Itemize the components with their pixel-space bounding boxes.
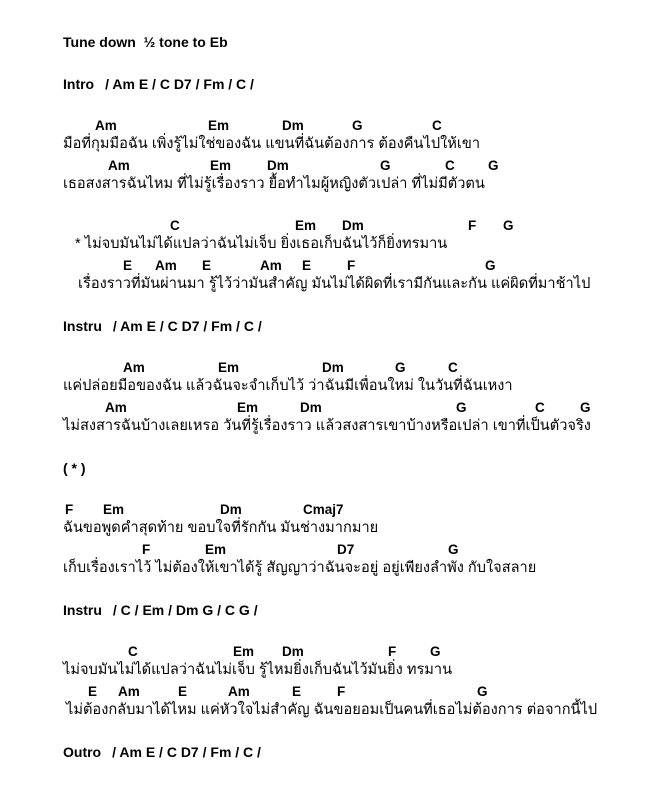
chord: G (430, 644, 441, 659)
chord-line (0, 643, 670, 661)
chord: E (123, 258, 133, 273)
chord: Em (210, 158, 232, 173)
lyric-line: ไม่ต้องกลับมาได้ไหม แค่หัวใจไม่สำคัญ ฉันขอยอมเป็นคนที่เธอไม่ต้องการ ต่อจากนี้ไป (66, 702, 598, 718)
chord: C (445, 158, 455, 173)
chord: C (128, 644, 138, 659)
lyric-line: ไม่สงสารฉันบ้างเลยเหรอ วันที่รู้เรื่องราว แล้วสงสารเขาบ้างหรือเปล่า เขาที่เป็นตัวจริง (63, 418, 591, 434)
song-sections (0, 75, 670, 761)
lyric-line: ไม่จบมันไม่ได้แปลว่าฉันไม่เจ็บ รู้ไหมยิ่งเก็บฉันไว้มันยิ่ง ทรมาน (63, 662, 453, 678)
chord: Em (103, 502, 125, 517)
chord: F (142, 542, 151, 557)
chord-lyric-pair (0, 683, 670, 719)
chord: Em (205, 542, 227, 557)
chord: G (503, 218, 514, 233)
chord: Dm (267, 158, 289, 173)
chord: C (448, 360, 458, 375)
chord: G (477, 684, 488, 699)
chord: C (535, 400, 545, 415)
chord: G (352, 118, 363, 133)
stanza (0, 501, 670, 577)
chord: D7 (337, 542, 355, 557)
chord: C (170, 218, 180, 233)
chord-line (0, 359, 670, 377)
chord-line (0, 257, 670, 275)
lyric-line: * ไม่จบมันไม่ได้แปลว่าฉันไม่เจ็บ ยิ่งเธอเก็บฉันไว้ก็ยิ่งทรมาน (75, 236, 448, 252)
chord-lyric-pair (0, 399, 670, 435)
chord-line (0, 541, 670, 559)
chord: Am (228, 684, 250, 699)
chord: G (448, 542, 459, 557)
chord: Am (118, 684, 140, 699)
chord: F (65, 502, 74, 517)
chord-lyric-pair (0, 257, 670, 293)
section-heading (63, 601, 670, 619)
lyric-line: ฉันขอพูดคำสุดท้าย ขอบใจที่รักกัน มันช่างมากมาย (63, 520, 379, 536)
section-heading (63, 743, 670, 761)
chord: Am (108, 158, 130, 173)
chord-lyric-pair (0, 157, 670, 193)
chord-lyric-pair (0, 117, 670, 153)
section-label: ( * ) (63, 460, 86, 476)
chord: G (485, 258, 496, 273)
section-label: Intro (63, 76, 95, 92)
chord: G (580, 400, 591, 415)
chord: F (337, 684, 346, 699)
chord: E (202, 258, 212, 273)
chord-line (0, 117, 670, 135)
chord: Am (123, 360, 145, 375)
chord: F (388, 644, 397, 659)
chord-line (0, 683, 670, 701)
chord: Am (260, 258, 282, 273)
chord: Am (105, 400, 127, 415)
chord-line (0, 399, 670, 417)
chord: Am (95, 118, 117, 133)
section-heading (63, 317, 670, 335)
chord-line (0, 157, 670, 175)
chord: Cmaj7 (303, 502, 344, 517)
chord: E (178, 684, 188, 699)
chord: Em (218, 360, 240, 375)
chord-lyric-pair (0, 217, 670, 253)
lyric-line: เก็บเรื่องเราไว้ ไม่ต้องให้เขาได้รู้ สัญญาว่าฉันจะอยู่ อยู่เพียงลำพัง กับใจสลาย (63, 560, 537, 576)
stanza (0, 643, 670, 719)
chord-progression: / Am E / C D7 / Fm / C / (112, 318, 262, 334)
chord-line (0, 501, 670, 519)
chord: Em (233, 644, 255, 659)
chord: Dm (282, 118, 304, 133)
chord: Dm (322, 360, 344, 375)
chord: F (347, 258, 356, 273)
stanza (0, 217, 670, 293)
chord: F (468, 218, 477, 233)
section-label: Outro (63, 744, 102, 760)
chord: E (302, 258, 312, 273)
chord: E (292, 684, 302, 699)
chord: Dm (300, 400, 322, 415)
chord-lyric-pair (0, 643, 670, 679)
chord: Em (237, 400, 259, 415)
chord: E (88, 684, 98, 699)
chord: C (432, 118, 442, 133)
section-label: Instru (63, 318, 102, 334)
lyric-line: เรื่องราวที่มันผ่านมา รู้ไว้ว่ามันสำคัญ มันไม่ได้ผิดที่เรามีกันและกัน แค่ผิดที่มาช้าไป (78, 276, 591, 292)
lyric-line: แค่ปล่อยมือของฉัน แล้วฉันจะจำเก็บไว้ ว่าฉันมีเพื่อนใหม่ ในวันที่ฉันเหงา (63, 378, 513, 394)
chord: Dm (342, 218, 364, 233)
chord-progression: / Am E / C D7 / Fm / C / (112, 744, 261, 760)
section-heading (63, 75, 670, 93)
lyric-line: มือที่กุมมือฉัน เพิ่งรู้ไม่ใช่ของฉัน แขนที่ฉันต้องการ ต้องคืนไปให้เขา (63, 136, 481, 152)
lyric-line: เธอสงสารฉันไหม ที่ไม่รู้เรื่องราว ยื้อทำไมผู้หญิงตัวเปล่า ที่ไม่มีตัวตน (63, 176, 485, 192)
chord-lyric-pair (0, 501, 670, 537)
section-label: Instru (63, 602, 102, 618)
chord-line (0, 217, 670, 235)
stanza (0, 117, 670, 193)
stanza (0, 359, 670, 435)
section-heading (63, 459, 670, 477)
chord: Em (208, 118, 230, 133)
chord: G (456, 400, 467, 415)
chord: Am (155, 258, 177, 273)
chord: Em (295, 218, 317, 233)
chord: G (488, 158, 499, 173)
chord-lyric-pair (0, 359, 670, 395)
chord-progression: / Am E / C D7 / Fm / C / (105, 76, 254, 92)
chord: Dm (220, 502, 242, 517)
chord: G (380, 158, 391, 173)
chord-progression: / C / Em / Dm G / C G / (112, 602, 258, 618)
tuning-note: Tune down ½ tone to Eb (63, 34, 228, 50)
chord-lyric-pair (0, 541, 670, 577)
chord: G (395, 360, 406, 375)
chord: Dm (282, 644, 304, 659)
